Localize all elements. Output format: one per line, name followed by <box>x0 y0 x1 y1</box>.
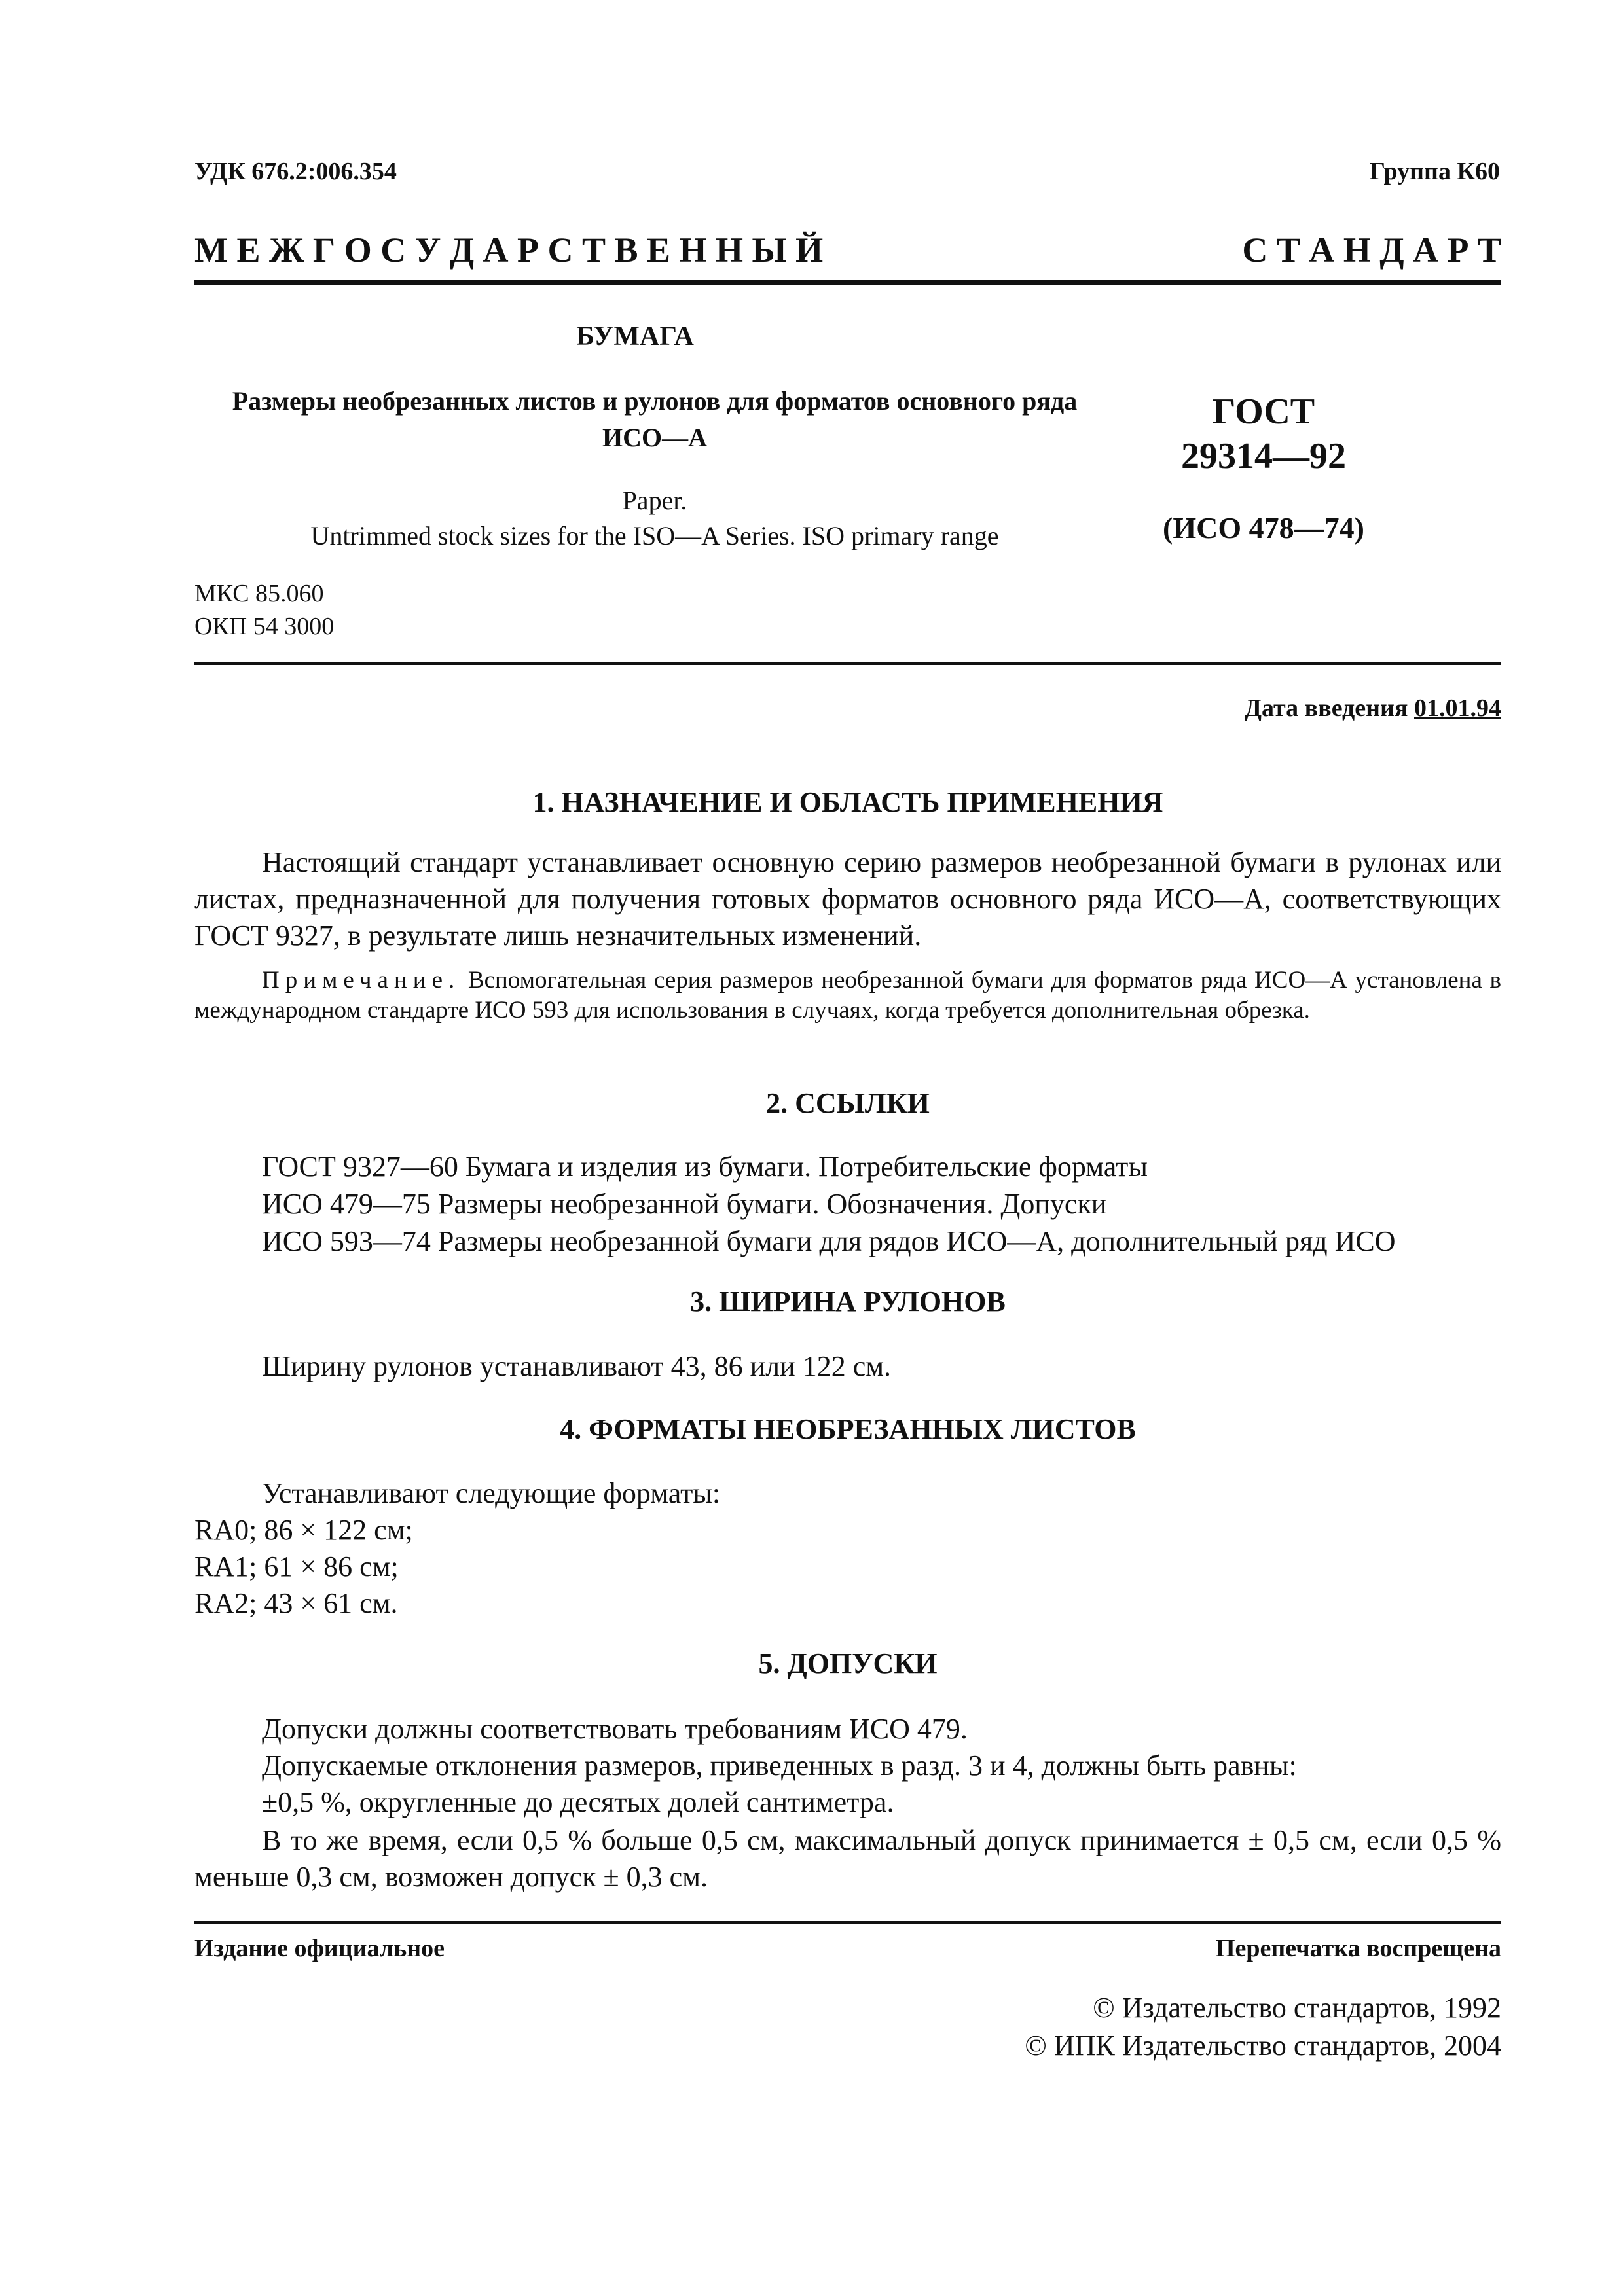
section-5-line: Допуски должны соответствовать требованиям ИСО 479. <box>262 1713 968 1745</box>
middle-rule <box>194 662 1501 665</box>
doc-subtitle: Размеры необрезанных листов и рулонов для форматов основного ряда ИСО—А <box>232 386 1078 452</box>
gost-designation <box>1126 389 1401 478</box>
reference-item: ГОСТ 9327—60 Бумага и изделия из бумаги. Потребительские форматы <box>262 1151 1148 1183</box>
reference-item: ИСО 479—75 Размеры необрезанной бумаги. Обозначения. Допуски <box>262 1188 1107 1220</box>
section-4-intro: Устанавливают следующие форматы: <box>262 1477 721 1509</box>
section-5-line: Допускаемые отклонения размеров, приведенных в разд. 3 и 4, должны быть равны: <box>262 1749 1297 1782</box>
format-item: RA2; 43 × 61 см. <box>194 1587 398 1619</box>
iso-reference: (ИСО 478—74) <box>1163 511 1364 545</box>
section-1-note <box>194 965 1501 1026</box>
banner-right: С Т А Н Д А Р Т <box>1242 230 1501 270</box>
english-title-line2: Untrimmed stock sizes for the ISO—A Series. ISO primary range <box>310 521 999 550</box>
gost-number: 29314—92 <box>1181 436 1346 476</box>
gost-label: ГОСТ <box>1212 391 1315 432</box>
okp-code: ОКП 54 3000 <box>194 613 335 640</box>
english-title-line1: Paper. <box>622 486 687 515</box>
reprint-prohibited: Перепечатка воспрещена <box>1215 1935 1501 1962</box>
introduction-date <box>1245 694 1501 723</box>
mks-code: МКС 85.060 <box>194 580 324 607</box>
udk-code: УДК 676.2:006.354 <box>194 158 397 185</box>
top-rule <box>194 280 1501 285</box>
section-3-title: 3. ШИРИНА РУЛОНОВ <box>690 1285 1006 1318</box>
english-title <box>223 483 1087 554</box>
format-item: RA1; 61 × 86 см; <box>194 1551 399 1583</box>
section-2-title: 2. ССЫЛКИ <box>766 1087 930 1119</box>
bottom-rule <box>194 1921 1501 1924</box>
standard-banner <box>194 232 1501 268</box>
official-edition: Издание официальное <box>194 1935 445 1962</box>
date-value: 01.01.94 <box>1414 694 1501 722</box>
group-code: Группа К60 <box>1369 158 1500 185</box>
note-label: Примечание. <box>262 967 461 994</box>
copyright-line: © ИПК Издательство стандартов, 2004 <box>1025 2030 1501 2062</box>
format-item: RA0; 86 × 122 см; <box>194 1514 413 1546</box>
copyright-line: © Издательство стандартов, 1992 <box>1093 1992 1501 2024</box>
section-5-paragraph: В то же время, если 0,5 % больше 0,5 см, максимальный допуск принимается ± 0,5 см, если 0,5 % меньше 0,3 см, возможен допуск ± 0,3 см. <box>194 1824 1501 1893</box>
note-text: Вспомогательная серия размеров необрезанной бумаги для форматов ряда ИСО—А установлена в международном стандарте ИСО 593 для использования в случаях, когда требуется дополнительная обрезка. <box>194 967 1501 1024</box>
section-5-title: 5. ДОПУСКИ <box>758 1647 938 1679</box>
date-label: Дата введения <box>1244 694 1408 722</box>
section-5-line: ±0,5 %, округленные до десятых долей сантиметра. <box>262 1786 894 1818</box>
section-4-title: 4. ФОРМАТЫ НЕОБРЕЗАННЫХ ЛИСТОВ <box>560 1413 1136 1445</box>
doc-title: БУМАГА <box>576 321 694 351</box>
classification-codes <box>194 577 334 643</box>
section-1-paragraph: Настоящий стандарт устанавливает основную серию размеров необрезанной бумаги в рулонах или листах, предназначенной для получения готовых форматов основного ряда ИСО—А, соответствующих ГОСТ 9327, в результате лишь незначительных изменений. <box>194 846 1501 952</box>
section-1-title: 1. НАЗНАЧЕНИЕ И ОБЛАСТЬ ПРИМЕНЕНИЯ <box>532 786 1163 818</box>
banner-left: М Е Ж Г О С У Д А Р С Т В Е Н Н Ы Й <box>194 230 824 270</box>
reference-item: ИСО 593—74 Размеры необрезанной бумаги для рядов ИСО—А, дополнительный ряд ИСО <box>262 1225 1396 1257</box>
section-3-text: Ширину рулонов устанавливают 43, 86 или 122 см. <box>262 1350 892 1382</box>
